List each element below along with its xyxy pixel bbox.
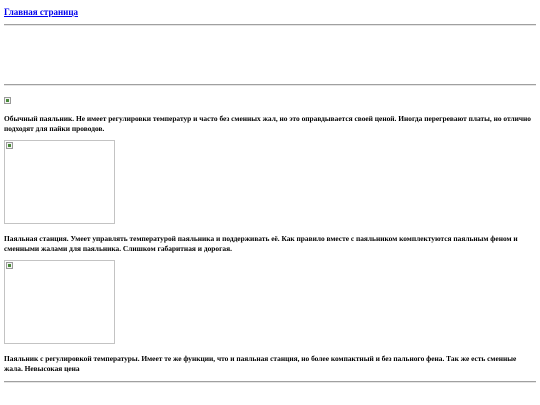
home-link[interactable]: Главная страница — [4, 7, 79, 17]
item-description-soldering-station: Паяльная станция. Умеет управлять температурой паяльника и поддерживать её. Как правило вместе с паяльником комплектуются паяльным феном и сменными жалами для паяльника. Слишком габаритная и дорогая. — [4, 234, 518, 253]
broken-image-icon — [6, 142, 13, 149]
header-bottom-divider — [4, 84, 536, 86]
broken-image-icon — [6, 262, 13, 269]
top-divider — [4, 24, 536, 26]
bottom-divider — [4, 381, 536, 383]
item-description-soldering-iron: Обычный паяльник. Не имеет регулировки температур и часто без сменных жал, но это оправдывается своей ценой. Иногда перегревают платы, но отлично подходят для пайки проводов. — [4, 114, 531, 133]
item-description-adjustable-iron: Паяльник с регулировкой температуры. Имеет те же функции, что и паяльная станция, но более компактный и без пального фена. Так же есть сменные жала. Невысокая цена — [4, 354, 517, 373]
soldering-station-image — [4, 140, 115, 224]
broken-image-icon — [4, 97, 11, 104]
adjustable-iron-image — [4, 260, 115, 344]
